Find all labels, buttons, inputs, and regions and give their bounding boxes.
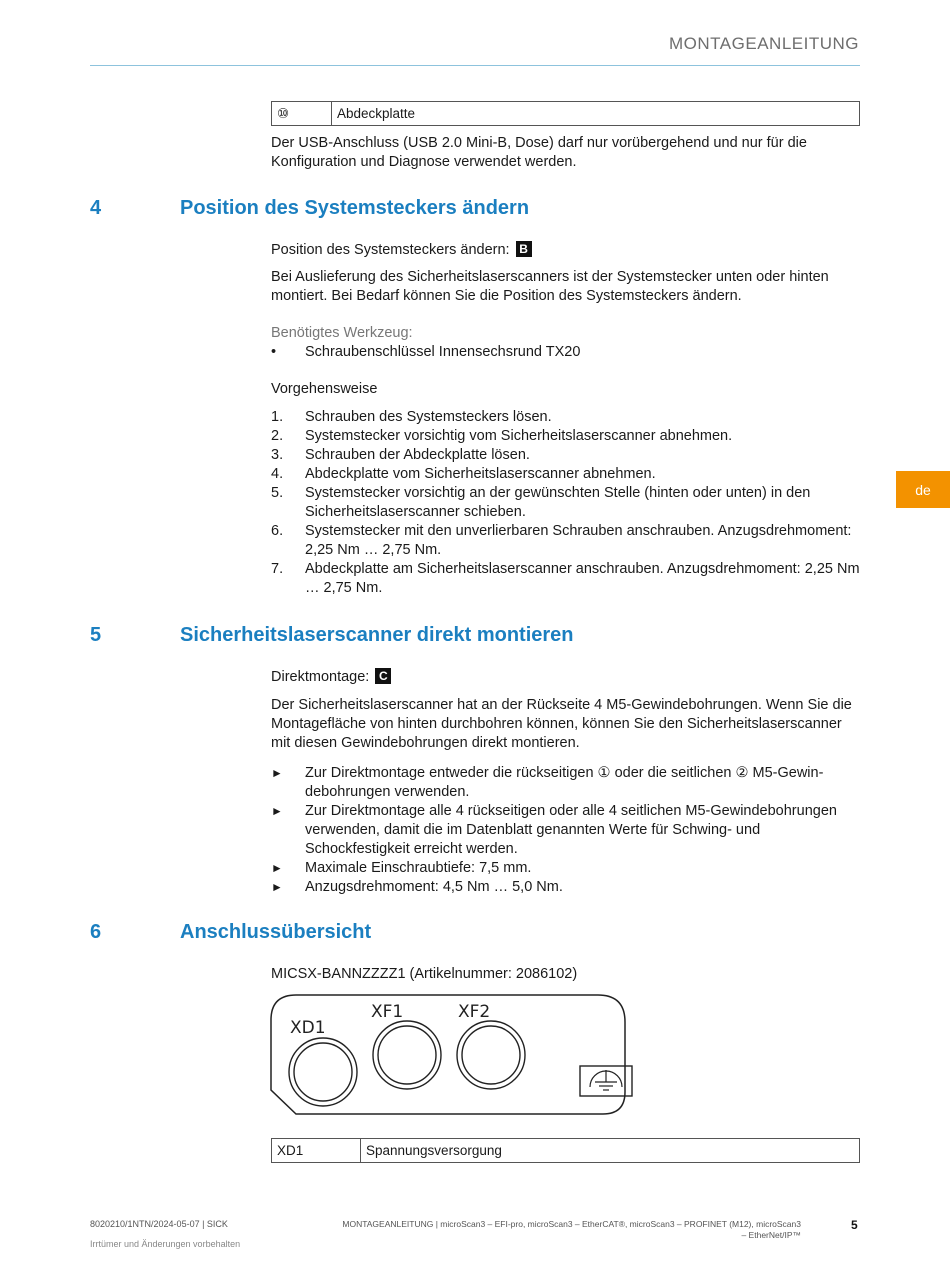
- step-number: 7.: [271, 561, 284, 577]
- list-item: [271, 427, 861, 446]
- list-item-text: Zur Direktmontage alle 4 rückseitigen oder alle 4 seitlichen M5-Gewindebohrungen verwenden, damit die im Datenblatt genannten Werte für Schwing- und Schockfestigkeit erreicht werden.: [305, 803, 837, 857]
- table-row: [272, 1139, 860, 1163]
- step-text: Schrauben des Systemsteckers lösen.: [305, 409, 552, 425]
- xd1-connector: [289, 1038, 357, 1106]
- step-text: Schrauben der Abdeckplatte lösen.: [305, 447, 530, 463]
- arrow-icon: ►: [271, 861, 283, 875]
- section-title: Position des Systemsteckers ändern: [180, 197, 530, 219]
- table-cell-key: ⑩: [272, 102, 332, 126]
- step-text: Abdeckplatte am Sicherheitslaserscanner anschrauben. Anzugsdrehmoment: 2,25 Nm … 2,75 Nm.: [305, 561, 860, 596]
- footer-disclaimer: Irrtümer und Änderungen vorbehalten: [90, 1239, 241, 1249]
- footer-doc-title-line: – EtherNet/IP™: [741, 1230, 801, 1240]
- step-number: 1.: [271, 409, 284, 425]
- table-row: [272, 102, 860, 126]
- table-cell-value: Spannungsversorgung: [361, 1139, 860, 1163]
- step-text: Systemstecker vorsichtig vom Sicherheitslaserscanner abnehmen.: [305, 428, 733, 444]
- procedure-steps: [271, 408, 861, 598]
- list-item-text: Anzugsdrehmoment: 4,5 Nm … 5,0 Nm.: [305, 879, 563, 895]
- tools-label: Benötigtes Werkzeug:: [271, 325, 413, 341]
- list-item: [271, 446, 861, 465]
- list-item: [271, 343, 861, 362]
- section-title: Sicherheitslaserscanner direkt montieren: [180, 624, 574, 646]
- list-item: [271, 560, 861, 598]
- legend-table-top: [271, 101, 860, 126]
- xd1-label: XD1: [290, 1018, 326, 1038]
- header-divider: [90, 65, 860, 66]
- figure-badge: C: [375, 668, 391, 684]
- list-item-text: Maximale Einschraubtiefe: 7,5 mm.: [305, 860, 532, 876]
- usb-note: Der USB-Anschluss (USB 2.0 Mini-B, Dose) darf nur vorübergehend und nur für die Konfiguration und Diagnose verwendet werden.: [271, 135, 807, 170]
- figure-reference: [271, 668, 391, 687]
- list-item: [271, 859, 861, 878]
- step-number: 2.: [271, 428, 284, 444]
- section-paragraph: Der Sicherheitslaserscanner hat an der Rückseite 4 M5-Gewindebohrungen. Wenn Sie die Montagefläche von hinten durchbohren können, können Sie den Sicherheitslaserscanner mit diesen Gewindebohrungen direkt montieren.: [271, 697, 852, 751]
- xf1-label: XF1: [371, 1002, 404, 1022]
- table-cell-key: XD1: [272, 1139, 361, 1163]
- step-text: Systemstecker mit den unverlierbaren Schrauben anschrauben. Anzugsdrehmoment: 2,25 Nm … 2,75 Nm.: [305, 523, 852, 558]
- footer-doc-title-line: MONTAGEANLEITUNG | microScan3 – EFI-pro, microScan3 – EtherCAT®, microScan3 – PROFINET (M12), microScan3: [342, 1219, 801, 1229]
- footer-doc-title: [290, 1219, 801, 1241]
- step-number: 6.: [271, 523, 284, 539]
- list-item: [271, 878, 861, 897]
- language-tab[interactable]: de: [896, 471, 950, 508]
- list-item: [271, 465, 861, 484]
- arrow-icon: ►: [271, 766, 283, 780]
- list-item-text: Schraubenschlüssel Innensechsrund TX20: [305, 344, 581, 360]
- list-item: [271, 522, 861, 560]
- figure-reference-text: Direktmontage:: [271, 669, 370, 685]
- xf1-connector: [373, 1021, 441, 1089]
- figure-reference-text: Position des Systemsteckers ändern:: [271, 242, 510, 258]
- tools-list: [271, 343, 861, 362]
- figure-reference: [271, 241, 532, 260]
- list-item: [271, 484, 861, 522]
- section-title: Anschlussübersicht: [180, 921, 372, 943]
- list-item: [271, 408, 861, 427]
- device-outline: [271, 995, 625, 1114]
- xf2-label: XF2: [458, 1002, 491, 1022]
- connector-diagram: [268, 992, 638, 1120]
- step-number: 4.: [271, 466, 284, 482]
- list-item: [271, 764, 861, 802]
- page-number: 5: [851, 1218, 858, 1232]
- list-item-text: Zur Direktmontage entweder die rückseitigen ① oder die seitlichen ② M5-Gewindebohrungen verwenden.: [305, 765, 824, 800]
- step-text: Systemstecker vorsichtig an der gewünschten Stelle (hinten oder unten) in den Sicherheitslaserscanner schieben.: [305, 485, 811, 520]
- figure-badge: B: [516, 241, 532, 257]
- bullet-dot: •: [271, 344, 277, 360]
- legend-table-bottom: [271, 1138, 860, 1163]
- step-text: Abdeckplatte vom Sicherheitslaserscanner abnehmen.: [305, 466, 656, 482]
- arrow-icon: ►: [271, 804, 283, 818]
- device-subtitle: MICSX-BANNZZZZ1 (Artikelnummer: 2086102): [271, 966, 578, 982]
- section-paragraph: Bei Auslieferung des Sicherheitslaserscanners ist der Systemstecker unten oder hinten montiert. Bei Bedarf können Sie die Position des Systemsteckers ändern.: [271, 269, 829, 304]
- arrow-icon: ►: [271, 880, 283, 894]
- footer-doc-id: 8020210/1NTN/2024-05-07 | SICK: [90, 1219, 228, 1229]
- procedure-label: Vorgehensweise: [271, 381, 378, 397]
- step-number: 5.: [271, 485, 284, 501]
- table-cell-value: Abdeckplatte: [332, 102, 860, 126]
- list-item: [271, 802, 861, 859]
- section-number: 5: [90, 624, 102, 646]
- ground-icon: [580, 1066, 632, 1096]
- xf2-connector: [457, 1021, 525, 1089]
- step-number: 3.: [271, 447, 284, 463]
- header-title: MONTAGEANLEITUNG: [669, 34, 859, 53]
- section-number: 6: [90, 921, 102, 943]
- section-number: 4: [90, 197, 102, 219]
- instruction-list: [271, 764, 861, 897]
